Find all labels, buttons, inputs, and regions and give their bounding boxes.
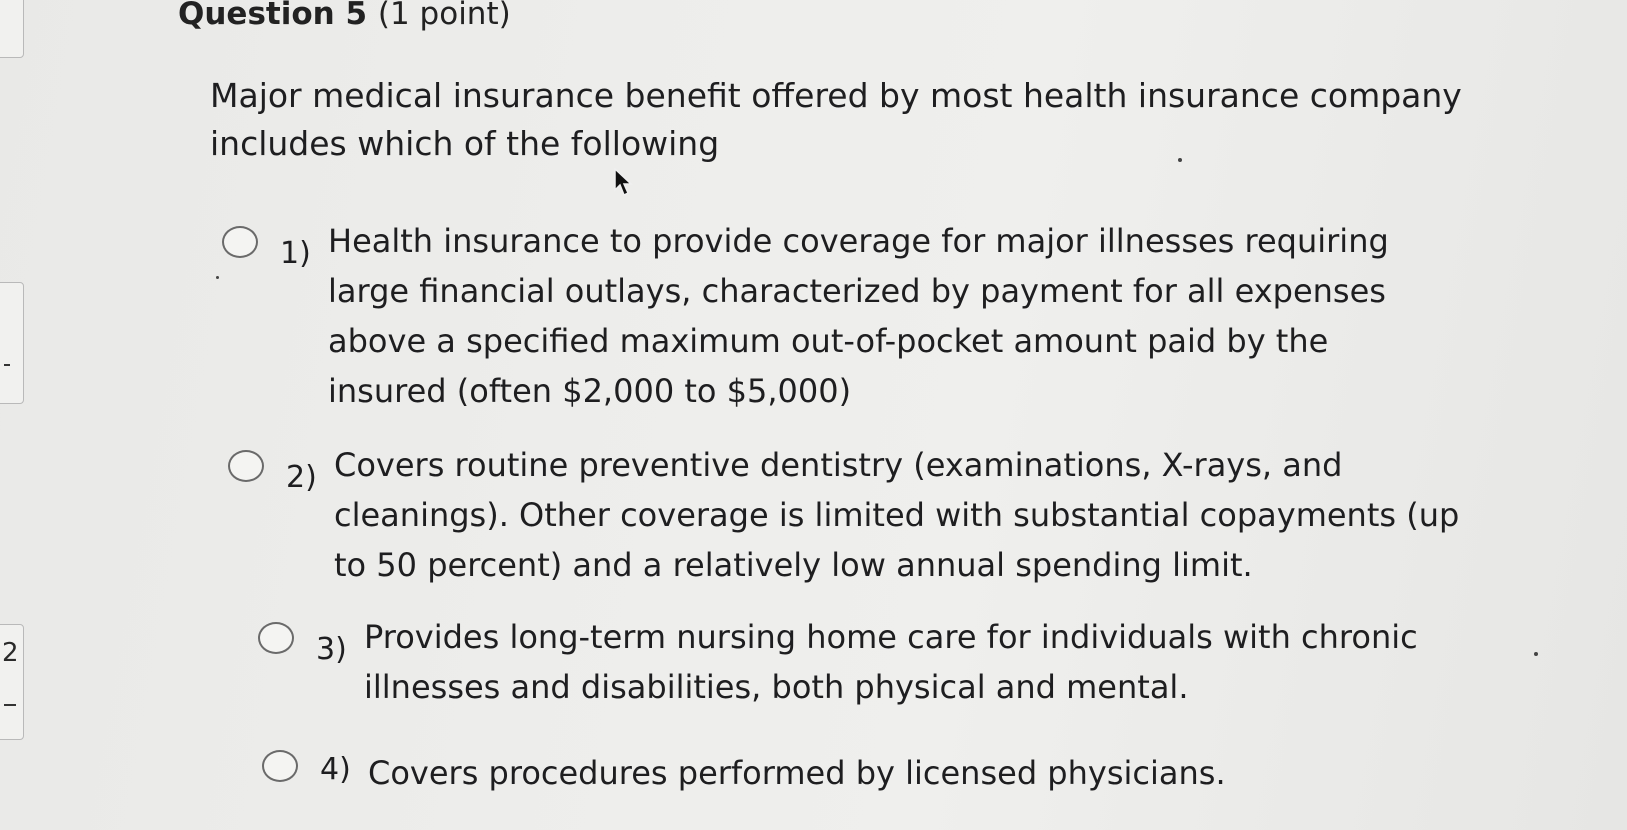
question-points: (1 point): [377, 0, 511, 32]
question-label: Question 5: [178, 0, 368, 32]
question-nav-box[interactable]: [0, 282, 24, 404]
answer-option-3[interactable]: [258, 618, 1474, 712]
radio-button[interactable]: [228, 450, 264, 482]
answer-option-2[interactable]: [228, 446, 1464, 590]
radio-button[interactable]: [262, 750, 298, 782]
option-text[interactable]: Covers procedures performed by licensed physicians.: [368, 754, 1226, 792]
screen-speck: [216, 276, 219, 279]
answer-option-1[interactable]: [222, 222, 1448, 416]
option-text[interactable]: Covers routine preventive dentistry (examinations, X-rays, and cleanings). Other coverage is limited with substantial copayments (up to 50 percent) and a relatively low annual spending limit.: [334, 446, 1460, 584]
screen-speck: [1534, 652, 1538, 656]
question-title: [178, 0, 511, 32]
question-nav-box[interactable]: [0, 0, 24, 58]
radio-button[interactable]: [258, 622, 294, 654]
option-number: 3): [316, 632, 347, 667]
question-nav-number[interactable]: 2: [2, 638, 19, 668]
nav-dash-marker: [4, 364, 10, 366]
option-text[interactable]: Health insurance to provide coverage for major illnesses requiring large financial outlays, characterized by payment for all expenses above a specified maximum out-of-pocket amount paid by the insured (often $2,000 to $5,000): [328, 222, 1389, 410]
radio-button[interactable]: [222, 226, 258, 258]
option-number: 2): [286, 460, 317, 495]
answer-option-4[interactable]: [262, 746, 1468, 798]
screen-speck: [1178, 158, 1182, 162]
option-text[interactable]: Provides long-term nursing home care for individuals with chronic illnesses and disabilities, both physical and mental.: [364, 618, 1418, 706]
option-number: 1): [280, 236, 311, 271]
option-number: 4): [320, 752, 351, 787]
mouse-cursor-icon: [614, 168, 636, 198]
nav-dash-marker: [4, 704, 16, 706]
question-prompt: Major medical insurance benefit offered by most health insurance company includes which of the following: [210, 76, 1462, 163]
